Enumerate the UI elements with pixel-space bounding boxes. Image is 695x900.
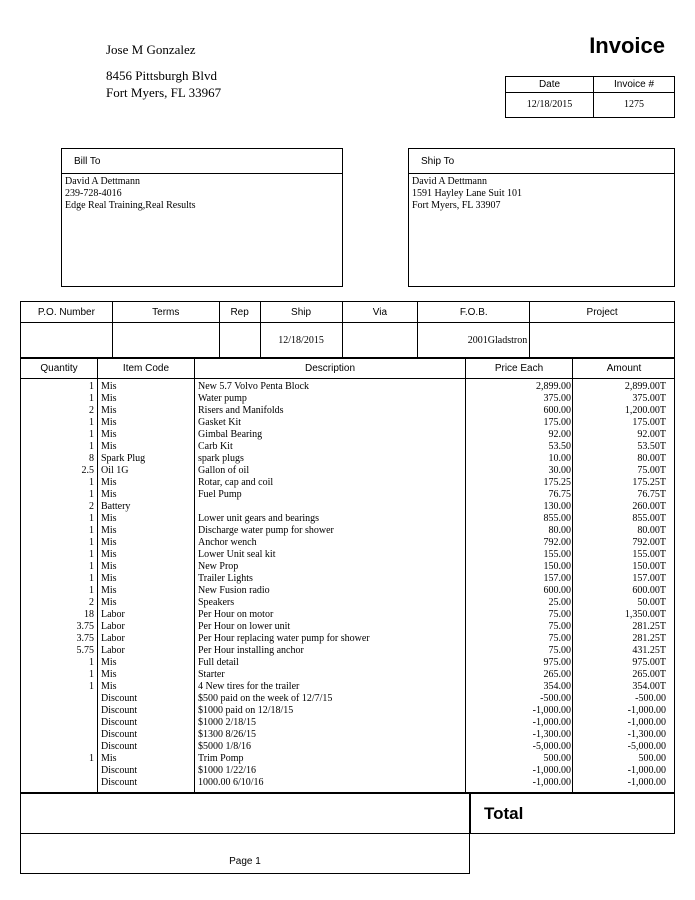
item-code: Labor — [101, 609, 125, 620]
item-description: 1000.00 6/10/16 — [198, 777, 264, 788]
item-price: -1,000.00 — [532, 777, 571, 788]
terms-header: Terms — [112, 302, 219, 323]
item-code: Battery — [101, 501, 131, 512]
item-amount: -1,000.00 — [627, 717, 666, 728]
company-name: Jose M Gonzalez — [106, 42, 196, 57]
rep-value — [219, 323, 260, 358]
item-description: Per Hour replacing water pump for shower — [198, 633, 370, 644]
item-code: Discount — [101, 741, 138, 752]
table-row — [21, 645, 674, 657]
item-amount: 76.75T — [637, 489, 666, 500]
item-description: $500 paid on the week of 12/7/15 — [198, 693, 333, 704]
item-amount: 260.00T — [632, 501, 666, 512]
table-row — [21, 597, 674, 609]
table-row — [21, 441, 674, 453]
table-row — [21, 705, 674, 717]
table-row — [21, 681, 674, 693]
item-quantity: 1 — [89, 585, 94, 596]
item-price: -1,000.00 — [532, 717, 571, 728]
item-price: 157.00 — [543, 573, 571, 584]
quantity-header: Quantity — [40, 363, 78, 374]
footer-box — [20, 793, 470, 874]
bill-to-line: Edge Real Training,Real Results — [65, 200, 196, 211]
table-row — [21, 741, 674, 753]
item-description: Gimbal Bearing — [198, 429, 263, 440]
price-each-header: Price Each — [494, 363, 544, 374]
item-quantity: 2 — [89, 405, 94, 416]
item-price: 175.25 — [543, 477, 571, 488]
item-amount: 150.00T — [632, 561, 666, 572]
item-price: 2,899.00 — [536, 381, 571, 392]
item-amount: 80.00T — [637, 453, 666, 464]
item-amount: 75.00T — [637, 465, 666, 476]
table-row — [21, 549, 674, 561]
table-row — [21, 525, 674, 537]
line-items-body — [21, 381, 674, 789]
item-description: New 5.7 Volvo Penta Block — [198, 381, 310, 392]
item-code: Mis — [101, 381, 117, 392]
item-price: 600.00 — [543, 585, 571, 596]
item-amount: 1,350.00T — [624, 609, 666, 620]
order-info-table — [20, 301, 675, 358]
item-code-header: Item Code — [122, 363, 170, 374]
table-row — [21, 657, 674, 669]
bill-to-header: Bill To — [62, 149, 342, 174]
item-code: Mis — [101, 489, 117, 500]
item-amount: 265.00T — [632, 669, 666, 680]
table-row — [21, 393, 674, 405]
item-quantity: 18 — [84, 609, 94, 620]
item-quantity: 1 — [89, 381, 94, 392]
item-code: Discount — [101, 729, 138, 740]
table-row — [21, 561, 674, 573]
table-row — [21, 453, 674, 465]
item-description: New Fusion radio — [198, 585, 270, 596]
item-code: Mis — [101, 669, 117, 680]
invoice-date: 12/18/2015 — [526, 99, 573, 110]
company-street: 8456 Pittsburgh Blvd — [106, 68, 218, 83]
description-header: Description — [304, 363, 356, 374]
item-amount: 157.00T — [632, 573, 666, 584]
item-code: Mis — [101, 597, 117, 608]
item-price: 30.00 — [548, 465, 571, 476]
item-amount: 375.00T — [632, 393, 666, 404]
invoice-number-header: Invoice # — [594, 77, 674, 93]
via-header: Via — [342, 302, 418, 323]
bill-to-line: David A Dettmann — [65, 176, 140, 187]
item-price: 130.00 — [543, 501, 571, 512]
item-description: Risers and Manifolds — [198, 405, 284, 416]
amount-header: Amount — [606, 363, 642, 374]
ship-to-box — [408, 148, 675, 287]
item-description: Fuel Pump — [198, 489, 242, 500]
item-quantity: 1 — [89, 525, 94, 536]
item-quantity: 1 — [89, 669, 94, 680]
item-price: -1,300.00 — [532, 729, 571, 740]
item-quantity: 1 — [89, 441, 94, 452]
item-description: Full detail — [198, 657, 239, 668]
item-amount: 975.00T — [632, 657, 666, 668]
item-quantity: 2 — [89, 597, 94, 608]
item-price: 354.00 — [543, 681, 571, 692]
item-code: Discount — [101, 777, 138, 788]
table-row — [21, 777, 674, 789]
item-description: spark plugs — [198, 453, 244, 464]
item-price: 76.75 — [548, 489, 571, 500]
table-row — [21, 717, 674, 729]
item-amount: 2,899.00T — [624, 381, 666, 392]
item-price: 80.00 — [548, 525, 571, 536]
bill-to-line: 239-728-4016 — [65, 188, 122, 199]
item-quantity: 1 — [89, 477, 94, 488]
item-amount: -1,000.00 — [627, 705, 666, 716]
item-quantity: 2.5 — [81, 465, 94, 476]
item-amount: 175.00T — [632, 417, 666, 428]
ship-header: Ship — [260, 302, 342, 323]
item-price: 75.00 — [548, 633, 571, 644]
item-quantity: 1 — [89, 681, 94, 692]
table-row — [21, 621, 674, 633]
item-code: Discount — [101, 765, 138, 776]
item-quantity: 1 — [89, 549, 94, 560]
item-amount: 92.00T — [637, 429, 666, 440]
table-row — [21, 465, 674, 477]
item-description: $1000 2/18/15 — [198, 717, 257, 728]
table-row — [21, 693, 674, 705]
item-amount: 80.00T — [637, 525, 666, 536]
table-row — [21, 489, 674, 501]
item-price: 155.00 — [543, 549, 571, 560]
item-code: Mis — [101, 549, 117, 560]
item-amount: 792.00T — [632, 537, 666, 548]
ship-to-line: David A Dettmann — [412, 176, 487, 187]
table-row — [21, 669, 674, 681]
via-value — [342, 323, 418, 358]
date-header: Date — [506, 77, 593, 93]
item-description: $1000 1/22/16 — [198, 765, 257, 776]
item-description: Discharge water pump for shower — [198, 525, 334, 536]
item-quantity: 2 — [89, 501, 94, 512]
item-amount: -1,300.00 — [627, 729, 666, 740]
item-quantity: 1 — [89, 657, 94, 668]
terms-value — [112, 323, 219, 358]
item-quantity: 1 — [89, 513, 94, 524]
table-row — [21, 405, 674, 417]
item-description: $1300 8/26/15 — [198, 729, 257, 740]
item-price: 75.00 — [548, 645, 571, 656]
total-box — [470, 793, 675, 834]
item-amount: 155.00T — [632, 549, 666, 560]
item-code: Labor — [101, 645, 125, 656]
rep-header: Rep — [219, 302, 260, 323]
item-amount: 53.50T — [637, 441, 666, 452]
item-amount: -1,000.00 — [627, 765, 666, 776]
fob-header: F.O.B. — [418, 302, 530, 323]
ship-value: 12/18/2015 — [260, 323, 342, 358]
item-code: Discount — [101, 705, 138, 716]
item-description: Per Hour on lower unit — [198, 621, 291, 632]
item-code: Mis — [101, 585, 117, 596]
item-description: Lower Unit seal kit — [198, 549, 276, 560]
item-amount: 500.00 — [638, 753, 666, 764]
item-description: Carb Kit — [198, 441, 233, 452]
item-quantity: 1 — [89, 489, 94, 500]
item-code: Mis — [101, 561, 117, 572]
item-amount: 281.25T — [632, 621, 666, 632]
item-code: Labor — [101, 621, 125, 632]
table-row — [21, 765, 674, 777]
item-code: Mis — [101, 417, 117, 428]
table-row — [21, 381, 674, 393]
item-quantity: 1 — [89, 537, 94, 548]
item-amount: 431.25T — [632, 645, 666, 656]
item-quantity: 1 — [89, 417, 94, 428]
table-row — [21, 609, 674, 621]
item-code: Mis — [101, 429, 117, 440]
item-quantity: 5.75 — [76, 645, 94, 656]
item-code: Mis — [101, 537, 117, 548]
item-description: New Prop — [198, 561, 239, 572]
item-code: Mis — [101, 405, 117, 416]
item-price: 25.00 — [548, 597, 571, 608]
item-code: Mis — [101, 477, 117, 488]
item-code: Mis — [101, 681, 117, 692]
table-row — [21, 477, 674, 489]
item-code: Mis — [101, 657, 117, 668]
item-price: 792.00 — [543, 537, 571, 548]
item-price: 10.00 — [548, 453, 571, 464]
item-price: 92.00 — [548, 429, 571, 440]
table-row — [21, 573, 674, 585]
item-code: Mis — [101, 513, 117, 524]
item-amount: 354.00T — [632, 681, 666, 692]
item-amount: 600.00T — [632, 585, 666, 596]
item-amount: -1,000.00 — [627, 777, 666, 788]
line-items-table — [20, 358, 675, 793]
item-price: -5,000.00 — [532, 741, 571, 752]
item-amount: -500.00 — [635, 693, 666, 704]
item-quantity: 8 — [89, 453, 94, 464]
table-row — [21, 417, 674, 429]
company-city: Fort Myers, FL 33967 — [106, 85, 222, 100]
invoice-number: 1275 — [624, 99, 644, 110]
item-code: Spark Plug — [101, 453, 146, 464]
table-row — [21, 633, 674, 645]
item-price: -500.00 — [540, 693, 571, 704]
item-code: Mis — [101, 573, 117, 584]
item-description: Gasket Kit — [198, 417, 242, 428]
item-amount: 281.25T — [632, 633, 666, 644]
item-description: Anchor wench — [198, 537, 257, 548]
item-quantity: 1 — [89, 429, 94, 440]
item-price: 175.00 — [543, 417, 571, 428]
item-price: -1,000.00 — [532, 705, 571, 716]
table-row — [21, 729, 674, 741]
bill-to-box — [61, 148, 343, 287]
item-quantity: 1 — [89, 561, 94, 572]
item-description: Rotar, cap and coil — [198, 477, 274, 488]
page-number: Page 1 — [229, 856, 261, 867]
item-description: $5000 1/8/16 — [198, 741, 252, 752]
item-code: Mis — [101, 753, 117, 764]
item-price: 150.00 — [543, 561, 571, 572]
ship-to-header: Ship To — [409, 149, 674, 174]
invoice-meta-box — [505, 76, 675, 118]
item-description: Water pump — [198, 393, 247, 404]
item-description: Starter — [198, 669, 225, 680]
item-quantity: 3.75 — [76, 621, 94, 632]
table-row — [21, 585, 674, 597]
item-price: 75.00 — [548, 609, 571, 620]
project-value — [530, 323, 675, 358]
item-price: 375.00 — [543, 393, 571, 404]
item-price: 975.00 — [543, 657, 571, 668]
item-quantity: 1 — [89, 393, 94, 404]
item-code: Mis — [101, 525, 117, 536]
item-description: Gallon of oil — [198, 465, 250, 476]
item-price: 75.00 — [548, 621, 571, 632]
item-price: 855.00 — [543, 513, 571, 524]
table-row — [21, 537, 674, 549]
item-description: Speakers — [198, 597, 235, 608]
item-description: $1000 paid on 12/18/15 — [198, 705, 294, 716]
item-price: 500.00 — [543, 753, 571, 764]
item-price: 600.00 — [543, 405, 571, 416]
fob-value: 2001Gladstron — [418, 323, 530, 358]
item-code: Mis — [101, 393, 117, 404]
po-number-value — [21, 323, 113, 358]
item-amount: 1,200.00T — [624, 405, 666, 416]
table-row — [21, 501, 674, 513]
item-description: Per Hour installing anchor — [198, 645, 304, 656]
item-code: Oil 1G — [101, 465, 129, 476]
ship-to-line: Fort Myers, FL 33907 — [412, 200, 501, 211]
item-amount: 855.00T — [632, 513, 666, 524]
po-number-header: P.O. Number — [21, 302, 113, 323]
total-label: Total — [484, 804, 524, 823]
item-quantity: 3.75 — [76, 633, 94, 644]
table-row — [21, 429, 674, 441]
table-row — [21, 513, 674, 525]
project-header: Project — [530, 302, 675, 323]
item-code: Mis — [101, 441, 117, 452]
item-code: Discount — [101, 693, 138, 704]
item-code: Labor — [101, 633, 125, 644]
ship-to-line: 1591 Hayley Lane Suit 101 — [412, 188, 522, 199]
item-amount: 175.25T — [632, 477, 666, 488]
table-row — [21, 753, 674, 765]
item-description: Per Hour on motor — [198, 609, 274, 620]
item-price: 265.00 — [543, 669, 571, 680]
item-price: 53.50 — [548, 441, 571, 452]
item-description: Trailer Lights — [198, 573, 253, 584]
item-description: Lower unit gears and bearings — [198, 513, 320, 524]
item-quantity: 1 — [89, 573, 94, 584]
item-description: Trim Pomp — [198, 753, 244, 764]
invoice-title: Invoice — [589, 33, 665, 58]
item-description: 4 New tires for the trailer — [198, 681, 300, 692]
item-price: -1,000.00 — [532, 765, 571, 776]
item-quantity: 1 — [89, 753, 94, 764]
item-code: Discount — [101, 717, 138, 728]
item-amount: 50.00T — [637, 597, 666, 608]
item-amount: -5,000.00 — [627, 741, 666, 752]
